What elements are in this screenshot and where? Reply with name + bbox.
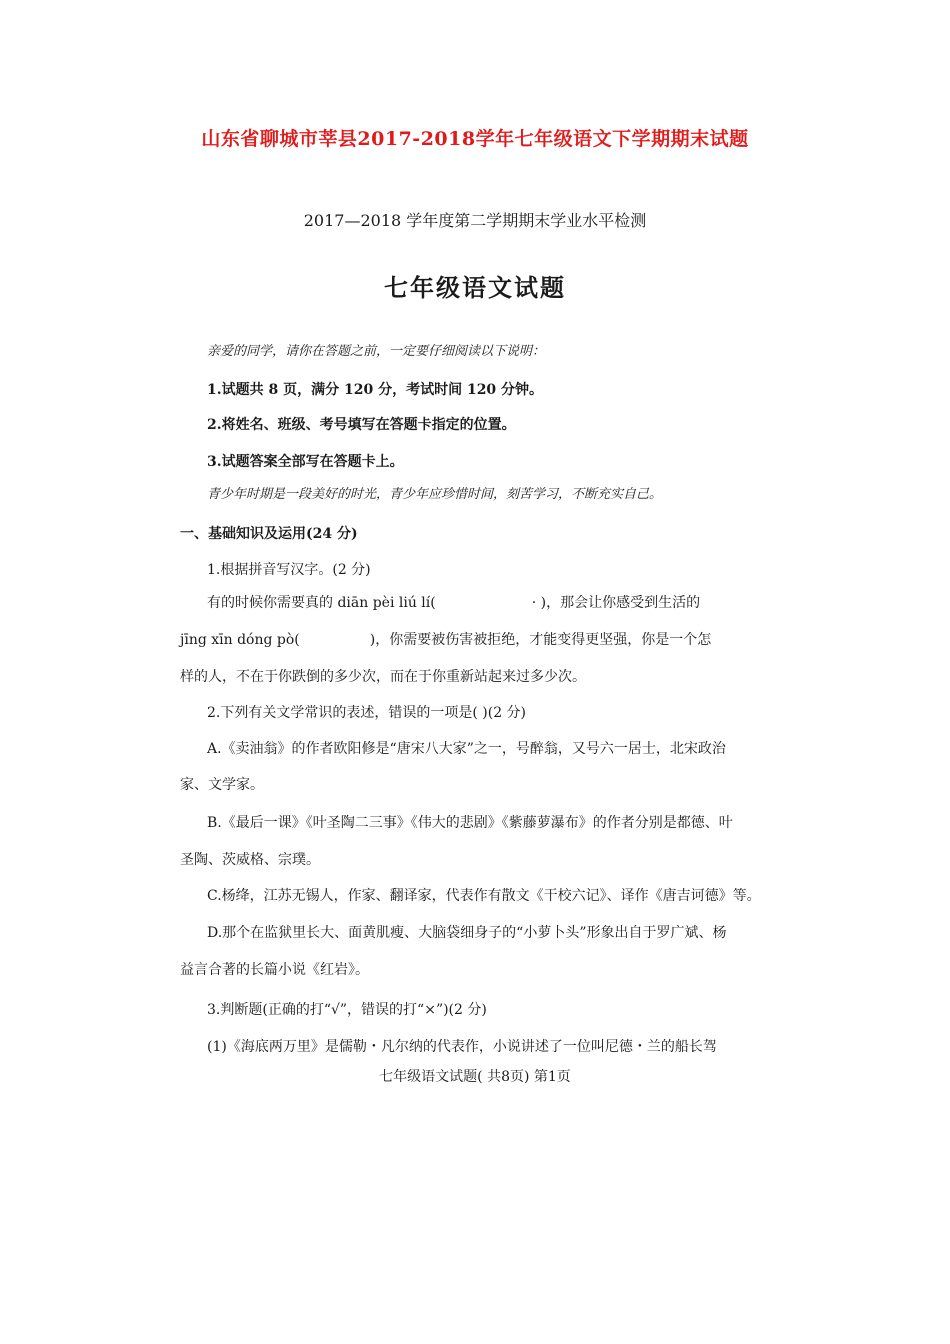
question-1-line-2-end: )，你需要被伤害被拒绝，才能变得更坚强，你是一个怎 [369, 632, 712, 648]
exam-subtitle: 2017—2018 学年度第二学期期末学业水平检测 [303, 211, 647, 230]
question-1-line-2 [180, 630, 711, 650]
question-1-line-3: 样的人，不在于你跌倒的多少次，而在于你重新站起来过多少次。 [180, 669, 586, 685]
instruction-item-1: 1.试题共 8 页，满分 120 分，考试时间 120 分钟。 [207, 382, 544, 398]
instructions-greeting: 亲爱的同学，请你在答题之前，一定要仔细阅读以下说明： [207, 344, 546, 359]
question-2-option-b-line-2: 圣陶、茨威格、宗璞。 [180, 852, 320, 868]
document-red-title: 山东省聊城市莘县2017-2018学年七年级语文下学期期末试题 [201, 128, 749, 150]
question-3-stem: 3.判断题(正确的打“√”，错误的打“×”)(2 分) [207, 1002, 487, 1018]
question-1-line-2-start: jīng xīn dóng pò( [180, 632, 300, 648]
question-1-stem: 1.根据拼音写汉字。(2 分) [207, 562, 371, 578]
exam-title: 七年级语文试题 [384, 273, 566, 302]
question-1-line-1-start: 有的时候你需要真的 diān pèi liú lí( [207, 595, 436, 611]
instructions-motto: 青少年时期是一段美好的时光，青少年应珍惜时间，刻苦学习，不断充实自己。 [207, 487, 663, 502]
question-2-option-c: C.杨绛，江苏无锡人，作家、翻译家，代表作有散文《干校六记》、译作《唐吉诃德》等。 [207, 888, 761, 904]
question-2-option-a-line-2: 家、文学家。 [180, 777, 264, 793]
instruction-item-2: 2.将姓名、班级、考号填写在答题卡指定的位置。 [207, 417, 516, 433]
question-1-line-1 [207, 593, 700, 613]
question-2-option-b-line-1: B.《最后一课》《叶圣陶二三事》《伟大的悲剧》《紫藤萝瀑布》的作者分别是都德、叶 [207, 815, 733, 831]
section-heading: 一、基础知识及运用(24 分) [180, 526, 358, 542]
page-footer: 七年级语文试题( 共8页) 第1页 [379, 1069, 571, 1085]
question-1-line-1-end: · )，那会让你感受到生活的 [531, 595, 701, 611]
question-2-option-d-line-2: 益言合著的长篇小说《红岩》。 [180, 962, 369, 978]
question-2-option-a-line-1: A.《卖油翁》的作者欧阳修是“唐宋八大家”之一，号醉翁，又号六一居士，北宋政治 [207, 741, 726, 757]
question-2-option-d-line-1: D.那个在监狱里长大、面黄肌瘦、大脑袋细身子的“小萝卜头”形象出自于罗广斌、杨 [207, 925, 727, 941]
instruction-item-3: 3.试题答案全部写在答题卡上。 [207, 454, 404, 470]
question-2-stem: 2.下列有关文学常识的表述，错误的一项是( )(2 分) [207, 705, 527, 721]
question-3-item-1: (1)《海底两万里》是儒勒・凡尔纳的代表作，小说讲述了一位叫尼德・兰的船长驾 [207, 1039, 717, 1055]
